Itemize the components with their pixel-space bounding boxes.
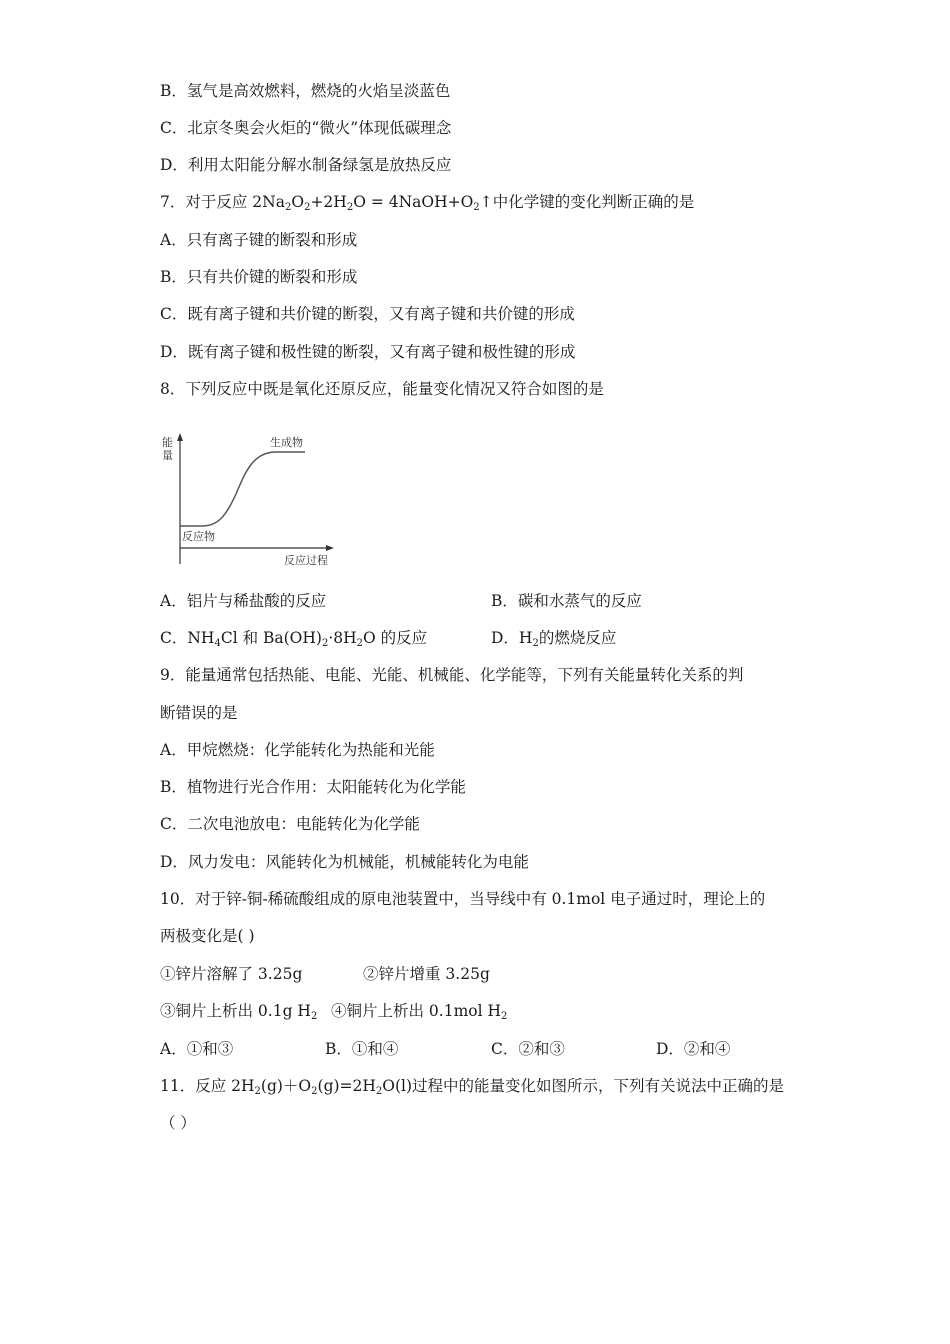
q7-option-a: A．只有离子键的断裂和形成 xyxy=(160,231,358,249)
q10-option-c: C．②和③ xyxy=(491,1040,565,1058)
q10-option-a: A．①和③ xyxy=(160,1040,234,1058)
q11-answer-blank: （ ） xyxy=(160,1114,196,1132)
q9-option-a: A．甲烷燃烧：化学能转化为热能和光能 xyxy=(160,741,435,759)
q9-option-c: C．二次电池放电：电能转化为化学能 xyxy=(160,815,420,833)
q6-option-c: C．北京冬奥会火炬的“微火”体现低碳理念 xyxy=(160,119,452,137)
q8-stem: 8．下列反应中既是氧化还原反应，能量变化情况又符合如图的是 xyxy=(160,380,604,398)
x-axis-label: 反应过程 xyxy=(284,554,328,567)
q10-statement-3: ③铜片上析出 0.1g $H_2$ xyxy=(160,1002,318,1022)
q8-option-d: D．$H_2$的燃烧反应 xyxy=(491,629,617,649)
q10-statement-2: ②锌片增重 3.25g xyxy=(363,965,490,983)
q7-option-c: C．既有离子键和共价键的断裂，又有离子键和共价键的形成 xyxy=(160,305,575,323)
q10-stem-line2: 两极变化是( ) xyxy=(160,927,255,945)
y-axis-label-bottom: 量 xyxy=(162,449,173,462)
q9-stem-line2: 断错误的是 xyxy=(160,704,238,722)
q10-statement-4: ④铜片上析出 0.1mol $H_2$ xyxy=(331,1002,508,1022)
q11-stem: 11．反应 $2H_2(g)+O_2(g)=2H_2O(l)$过程中的能量变化如图所示，下列有关说法中正确的是 xyxy=(160,1077,785,1097)
product-label: 生成物 xyxy=(270,436,303,449)
q7-option-b: B．只有共价键的断裂和形成 xyxy=(160,268,358,286)
q10-stem-line1: 10．对于锌-铜-稀硫酸组成的原电池装置中，当导线中有 0.1mol 电子通过时，理论上的 xyxy=(160,890,766,908)
q10-option-b: B．①和④ xyxy=(325,1040,399,1058)
q9-option-b: B．植物进行光合作用：太阳能转化为化学能 xyxy=(160,778,466,796)
q9-stem-line1: 9．能量通常包括热能、电能、光能、机械能、化学能等，下列有关能量转化关系的判 xyxy=(160,666,744,684)
y-axis-label-top: 能 xyxy=(162,436,173,449)
q6-option-b: B．氢气是高效燃料，燃烧的火焰呈淡蓝色 xyxy=(160,82,451,100)
q8-option-b: B．碳和水蒸气的反应 xyxy=(491,592,642,610)
q6-option-d: D．利用太阳能分解水制备绿氢是放热反应 xyxy=(160,156,452,174)
q9-option-d: D．风力发电：风能转化为机械能，机械能转化为电能 xyxy=(160,853,529,871)
reactant-label: 反应物 xyxy=(182,530,215,543)
energy-diagram xyxy=(160,428,340,570)
q7-stem: 7．对于反应 $2Na_2O_2+2H_2O$ = $4NaOH+O_2↑$中化学键的变化判断正确的是 xyxy=(160,193,695,213)
q7-option-d: D．既有离子键和极性键的断裂，又有离子键和极性键的形成 xyxy=(160,343,576,361)
q8-option-a: A．铝片与稀盐酸的反应 xyxy=(160,592,327,610)
q8-option-c: C．$NH_4Cl$ 和 $Ba(OH)_2\cdot 8H_2O$ 的反应 xyxy=(160,629,428,649)
q10-statement-1: ①锌片溶解了 3.25g xyxy=(160,965,303,983)
q10-option-d: D．②和④ xyxy=(656,1040,731,1058)
